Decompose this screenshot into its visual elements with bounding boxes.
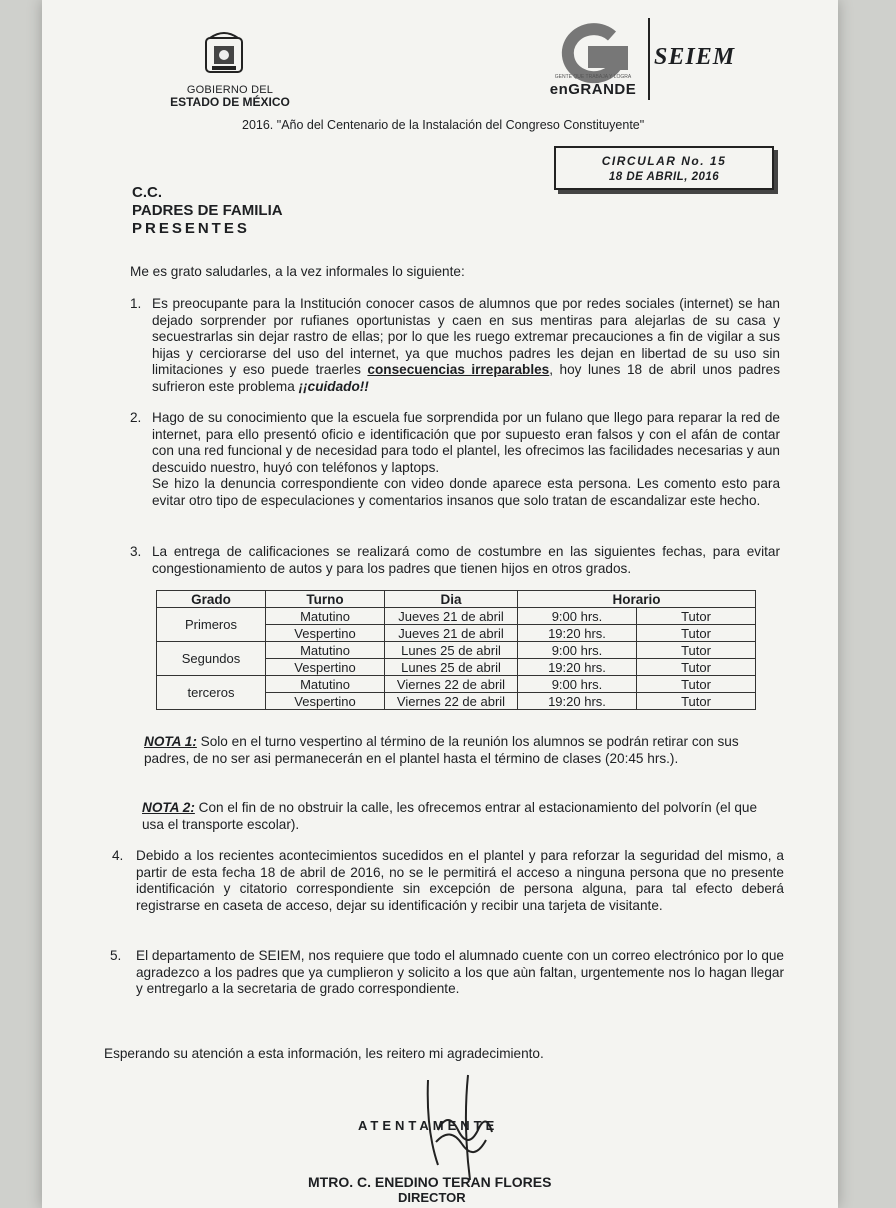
item-text: La entrega de calificaciones se realizará como de costumbre en las siguientes fechas, para evitar congestionamiento de autos y para los padres que tienen hijos en otros grados. [152, 544, 780, 576]
gobierno-line1: GOBIERNO DEL [186, 84, 274, 96]
cell-grado: Primeros [157, 608, 266, 642]
item-text-2: Se hizo la denuncia correspondiente con video donde aparece esta persona. Les comento esto para evitar otro tipo de especulaciones y comentarios insanos que solo tratan de escandalizar este hecho. [152, 476, 780, 508]
nota-label: NOTA 1: [144, 734, 197, 749]
nota-text: Solo en el turno vespertino al término de la reunión los alumnos se podrán retirar con sus padres, de no ser asi permanecerán en el plantel hasta el término de clases (20:45 hrs.). [144, 734, 739, 766]
recipient-line1: PADRES DE FAMILIA [132, 202, 283, 219]
cell-dia: Jueves 21 de abril [385, 608, 518, 625]
nota-text: Con el fin de no obstruir la calle, les ofrecemos entrar al estacionamiento del polvorín (el que usa el transporte escolar). [142, 800, 758, 832]
cell-grado: Segundos [157, 642, 266, 676]
cell-dia: Viernes 22 de abril [385, 676, 518, 693]
list-item-1 [130, 296, 780, 396]
cell-hora: 9:00 hrs. [518, 642, 637, 659]
item-number: 5. [110, 948, 122, 963]
cell-turno: Matutino [266, 676, 385, 693]
greeting: Me es grato saludarles, a la vez informales lo siguiente: [130, 264, 465, 279]
state-crest-icon [200, 30, 248, 76]
cell-turno: Vespertino [266, 693, 385, 710]
item-emphasis: consecuencias irreparables [367, 362, 550, 378]
g-brand: enGRANDE [549, 81, 637, 98]
header-horario: Horario [518, 591, 756, 608]
closing: Esperando su atención a esta información, les reitero mi agradecimiento. [104, 1046, 544, 1061]
cell-dia: Lunes 25 de abril [385, 642, 518, 659]
signer-name: MTRO. C. ENEDINO TERAN FLORES [308, 1174, 552, 1190]
cell-dia: Jueves 21 de abril [385, 625, 518, 642]
item-text: Es preocupante para la Institución conocer casos de alumnos que por redes sociales (internet) se han dejado sorprender por rufianes oportunistas y caen en sus mentiras para alejarlas de su casa y secuestrarlas sin dejar rastro de ellas; por lo que les ruego extremar precauciones a fin de vigilar a sus hijas y cerciorarse del uso del internet, ya que muchos padres les dejan en libertad de su uso sin limitaciones y eso puede traerles [152, 296, 780, 378]
cell-dia: Viernes 22 de abril [385, 693, 518, 710]
atentamente: ATENTAMENTE [358, 1118, 499, 1133]
cell-turno: Matutino [266, 642, 385, 659]
table-header-row [157, 591, 756, 608]
item-warning: ¡¡cuidado!! [298, 378, 369, 394]
year-motto: 2016. "Año del Centenario de la Instalación del Congreso Constituyente" [242, 118, 645, 132]
header-turno: Turno [266, 591, 385, 608]
nota-1 [144, 734, 784, 767]
item-number: 2. [130, 410, 142, 425]
circular-box [554, 146, 774, 190]
cell-turno: Matutino [266, 608, 385, 625]
item-text-cont: , hoy lunes 18 de abril unos padres sufrieron este problema [152, 362, 780, 394]
recipient-block [132, 184, 283, 238]
list-item-2 [130, 410, 780, 510]
document-page [42, 0, 838, 1208]
list-item-5 [110, 948, 784, 998]
cell-hora: 19:20 hrs. [518, 625, 637, 642]
cell-quien: Tutor [637, 625, 756, 642]
cell-quien: Tutor [637, 676, 756, 693]
circular-number: CIRCULAR No. 15 [601, 154, 727, 168]
recipient-cc: C.C. [132, 184, 162, 201]
header-grado: Grado [157, 591, 266, 608]
cell-hora: 19:20 hrs. [518, 693, 637, 710]
signature-block [162, 1110, 662, 1208]
list-item-3 [130, 544, 780, 577]
header-dia: Dia [385, 591, 518, 608]
cell-dia: Lunes 25 de abril [385, 659, 518, 676]
table-row [157, 676, 756, 693]
table-row [157, 608, 756, 625]
gobierno-line2: ESTADO DE MÉXICO [170, 95, 290, 109]
nota-label: NOTA 2: [142, 800, 195, 815]
schedule-table [156, 590, 756, 710]
item-text: El departamento de SEIEM, nos requiere que todo el alumnado cuente con un correo electrónico por lo que agradezco a los padres que ya cumplieron y solicito a los que aùn faltan, urgentemente nos lo hagan llegar y entregarlo a la secretaria de grado correspondiente. [136, 948, 784, 997]
recipient-line2: PRESENTES [132, 220, 250, 237]
cell-grado: terceros [157, 676, 266, 710]
seiem-logo: SEIEM [654, 44, 736, 70]
nota-2 [142, 800, 782, 833]
item-number: 4. [112, 848, 124, 863]
g-tagline: GENTE QUE TRABAJA Y LOGRA [554, 74, 632, 80]
cell-hora: 9:00 hrs. [518, 608, 637, 625]
table-row [157, 642, 756, 659]
cell-hora: 19:20 hrs. [518, 659, 637, 676]
cell-quien: Tutor [637, 659, 756, 676]
item-text: Debido a los recientes acontecimientos sucedidos en el plantel y para reforzar la seguridad del mismo, a partir de esta fecha 18 de abril de 2016, no se le permitirá el acceso a ninguna persona que no presente identificación y citatorio correspondiente sin excepción de persona alguna, para tal efecto deberá registrarse en caseta de acceso, dejar su identificación y recibir una tarjeta de visitante. [136, 848, 784, 913]
cell-hora: 9:00 hrs. [518, 676, 637, 693]
list-item-4 [112, 848, 784, 914]
item-number: 3. [130, 544, 142, 559]
cell-turno: Vespertino [266, 625, 385, 642]
header-divider [648, 18, 650, 100]
cell-quien: Tutor [637, 608, 756, 625]
cell-turno: Vespertino [266, 659, 385, 676]
signer-title: DIRECTOR [398, 1190, 466, 1205]
circular-date: 18 DE ABRIL, 2016 [608, 171, 720, 183]
item-text: Hago de su conocimiento que la escuela fue sorprendida por un fulano que llego para reparar la red de internet, para ello presentó oficio e identificación que por supuesto eran falsos y con el afán de contar con una red funcional y de necesidad para todo el plantel, les ofrecimos las facilidades necesarias y aun descuido nuestro, huyó con teléfonos y laptops. [152, 410, 780, 475]
cell-quien: Tutor [637, 693, 756, 710]
cell-quien: Tutor [637, 642, 756, 659]
item-number: 1. [130, 296, 142, 311]
